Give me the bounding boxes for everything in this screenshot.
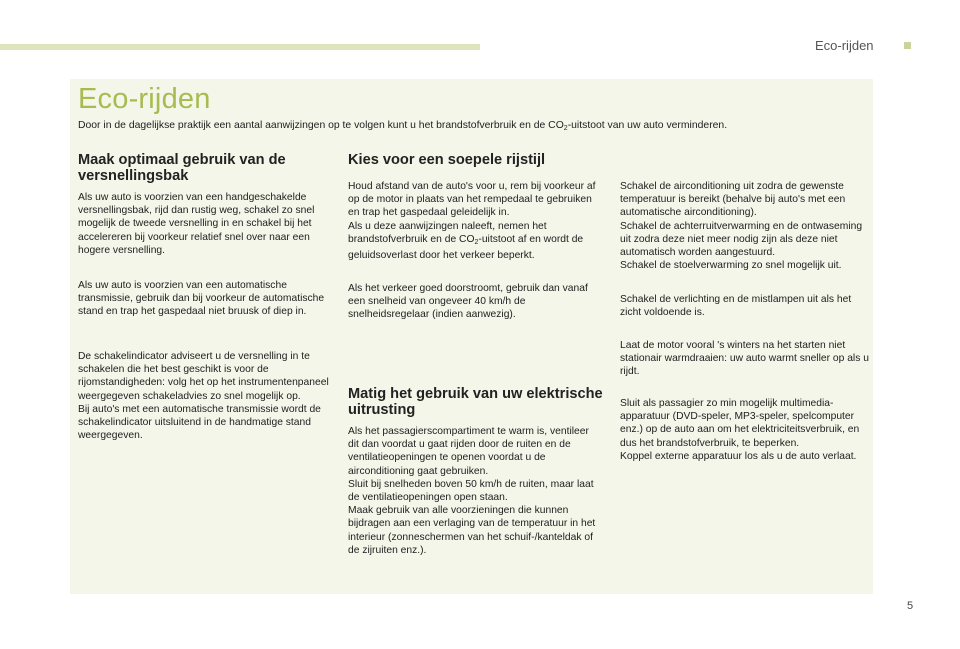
page-number: 5 [907,600,914,612]
heading-electrical-equipment: Matig het gebruik van uw elektrische uitrusting [348,386,603,418]
paragraph-automatic-transmission: Als uw auto is voorzien van een automatische transmissie, gebruik dan bij voorkeur de automatische stand en trap het gaspedaal niet bruusk of diep in. [78,280,325,318]
paragraph-engine-warmup: Laat de motor vooral 's winters na het starten niet stationair warmdraaien: uw auto warmt sneller op als u rijdt. [620,340,869,378]
page-title: Eco-rijden [78,83,211,115]
paragraph-smooth-driving: Houd afstand van de auto's voor u, rem bij voorkeur af op de motor in plaats van het rempedaal te gebruiken en trap het gaspedaal geleidelijk in. Als u deze aanwijzingen naleeft, nemen het brandstofverbruik en de $CO_2$-uitstoot af en wordt de geluidsoverlast door het verkeer beperkt. [348,181,596,262]
paragraph-airconditioning: Schakel de airconditioning uit zodra de gewenste temperatuur is bereikt (behalve bij auto's met een automatische airconditioning). Schakel de achterruitverwarming en de ontwaseming uit zodra deze niet meer nodig zijn als deze niet automatisch worden aangestuurd. Schakel de stoelverwarming zo snel mogelijk uit. [620,181,863,272]
paragraph-shift-indicator: De schakelindicator adviseert u de versnelling in te schakelen die het best geschikt is voor de rijomstandigheden: volg het op het instrumentenpaneel weergegeven schakeladvies zo snel mogelijk op. Bij auto's met een automatische transmissie wordt de schakelindicator uitsluitend in de handmatige stand weergegeven. [78,351,329,442]
paragraph-lighting: Schakel de verlichting en de mistlampen uit als het zicht voldoende is. [620,294,852,319]
intro-text: Door in de dagelijkse praktijk een aantal aanwijzingen op te volgen kunt u het brandstofverbruik en de $CO_2$-uitstoot van uw auto verminderen. [78,120,728,132]
running-header-title: Eco-rijden [815,38,874,53]
paragraph-multimedia: Sluit als passagier zo min mogelijk multimedia-apparatuur (DVD-speler, MP3-speler, spelcomputer enz.) op de auto aan om het elektriciteitsverbruik, en dus het brandstofverbruik, te beperken. Koppel externe apparatuur los als u de auto verlaat. [620,398,860,462]
heading-gearbox: Maak optimaal gebruik van de versnellingsbak [78,152,286,184]
heading-smooth-driving: Kies voor een soepele rijstijl [348,152,546,168]
paragraph-manual-gearbox: Als uw auto is voorzien van een handgeschakelde versnellingsbak, rijd dan rustig weg, schakel zo snel mogelijk de tweede versnelling in en schakel bij het accelereren bij voorkeur relatief snel over naar een hogere versnelling. [78,192,315,256]
paragraph-cruise-control: Als het verkeer goed doorstroomt, gebruik dan vanaf een snelheid van ongeveer 40 km/h de snelheidsregelaar (indien aanwezig). [348,283,588,321]
paragraph-ventilation: Als het passagierscompartiment te warm is, ventileer dit dan voordat u gaat rijden door de ruiten en de ventilatieopeningen te openen voordat u de airconditioning gaat gebruiken. Sluit bij snelheden boven 50 km/h de ruiten, maar laat de ventilatieopeningen open staan. Maak gebruik van alle voorzieningen die kunnen bijdragen aan een verlaging van de temperatuur in het interieur (zonneschermen van het schuif-/kanteldak of de zijruiten enz.). [348,426,596,556]
header-marker [904,42,911,49]
header-accent-bar [0,44,480,50]
